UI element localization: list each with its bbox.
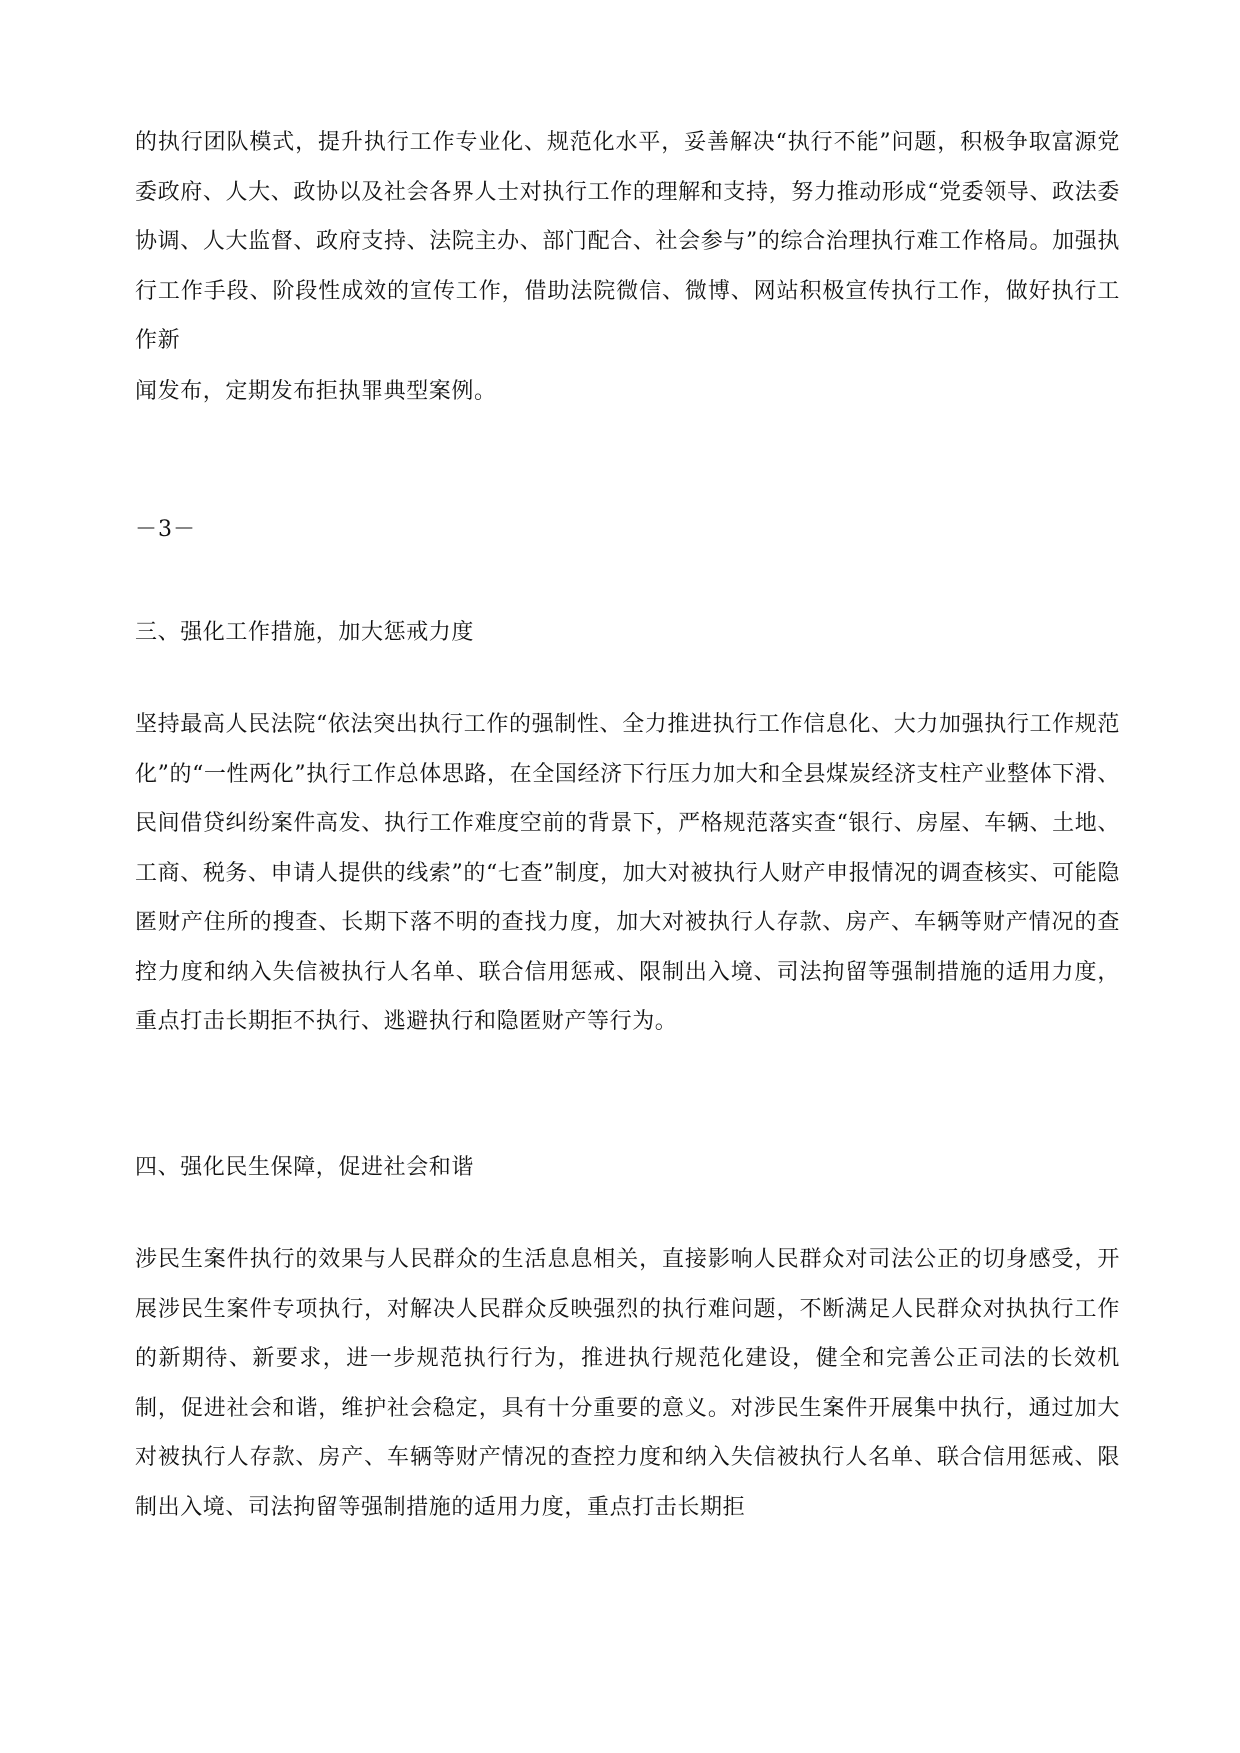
- paragraph-continuation: 的执行团队模式，提升执行工作专业化、规范化水平，妥善解决“执行不能”问题，积极争取富源党委政府、人大、政协以及社会各界人士对执行工作的理解和支持，努力推动形成“党委领导、政法委协调、人大监督、政府支持、法院主办、部门配合、社会参与”的综合治理执行难工作格局。加强执行工作手段、阶段性成效的宣传工作，借助法院微信、微博、网站积极宣传执行工作，做好执行工作新: [135, 130, 1120, 353]
- section-heading-4: 四、强化民生保障，促进社会和谐: [135, 1155, 475, 1180]
- section-heading-3: 三、强化工作措施，加大惩戒力度: [135, 620, 475, 645]
- paragraph-continuation-tail: 闻发布，定期发布拒执罪典型案例。: [135, 379, 497, 404]
- section-4-body: 涉民生案件执行的效果与人民群众的生活息息相关，直接影响人民群众对司法公正的切身感受，开展涉民生案件专项执行，对解决人民群众反映强烈的执行难问题，不断满足人民群众对执执行工作的新期待、新要求，进一步规范执行行为，推进执行规范化建设，健全和完善公正司法的长效机制，促进社会和谐，维护社会稳定，具有十分重要的意义。对涉民生案件开展集中执行，通过加大对被执行人存款、房产、车辆等财产情况的查控力度和纳入失信被执行人名单、联合信用惩戒、限制出入境、司法拘留等强制措施的适用力度，重点打击长期拒: [135, 1247, 1120, 1520]
- page-number: －3－: [135, 517, 196, 542]
- section-3-body: 坚持最高人民法院“依法突出执行工作的强制性、全力推进执行工作信息化、大力加强执行工作规范化”的“一性两化”执行工作总体思路，在全国经济下行压力加大和全县煤炭经济支柱产业整体下滑、民间借贷纠纷案件高发、执行工作难度空前的背景下，严格规范落实查“银行、房屋、车辆、土地、工商、税务、申请人提供的线索”的“七查”制度，加大对被执行人财产申报情况的调查核实、可能隐匿财产住所的搜查、长期下落不明的查找力度，加大对被执行人存款、房产、车辆等财产情况的查控力度和纳入失信被执行人名单、联合信用惩戒、限制出入境、司法拘留等强制措施的适用力度，重点打击长期拒不执行、逃避执行和隐匿财产等行为。: [135, 712, 1120, 1034]
